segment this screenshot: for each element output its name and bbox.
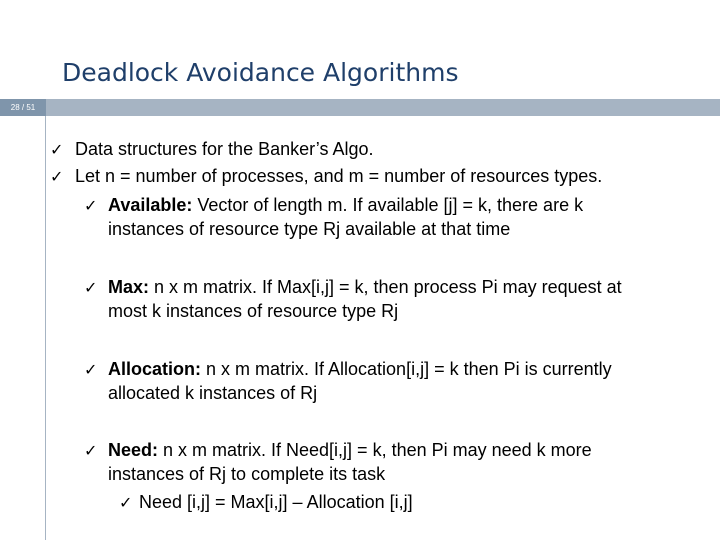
available-definition-line2: instances of resource type Rj available at that time <box>108 219 511 239</box>
checkmark-icon: ✓ <box>119 493 133 512</box>
checkmark-icon: ✓ <box>84 196 98 215</box>
checkmark-icon: ✓ <box>84 441 98 460</box>
bullet-let-n-m: Let n = number of processes, and m = number of resources types. <box>75 166 603 186</box>
allocation-definition-line2: allocated k instances of Rj <box>108 383 318 403</box>
need-label: Need: <box>108 440 159 460</box>
checkmark-icon: ✓ <box>50 140 64 159</box>
max-definition-line2: most k instances of resource type Rj <box>108 301 399 321</box>
page-number-badge: 28 / 51 <box>0 99 46 116</box>
checkmark-icon: ✓ <box>84 360 98 379</box>
checkmark-icon: ✓ <box>84 278 98 297</box>
max-label: Max: <box>108 277 150 297</box>
slide-title: Deadlock Avoidance Algorithms <box>62 58 459 87</box>
need-definition-line1 <box>108 439 592 462</box>
available-text: Vector of length m. If available [j] = k, there are k <box>192 195 584 215</box>
max-definition-line1 <box>108 276 622 299</box>
checkmark-icon: ✓ <box>50 167 64 186</box>
need-text: n x m matrix. If Need[i,j] = k, then Pi may need k more <box>158 440 592 460</box>
max-text: n x m matrix. If Max[i,j] = k, then process Pi may request at <box>149 277 622 297</box>
available-label: Available: <box>108 195 193 215</box>
need-formula: Need [i,j] = Max[i,j] – Allocation [i,j] <box>139 492 413 512</box>
bullet-data-structures: Data structures for the Banker’s Algo. <box>75 139 374 159</box>
need-definition-line2: instances of Rj to complete its task <box>108 464 386 484</box>
allocation-label: Allocation: <box>108 359 201 379</box>
allocation-text: n x m matrix. If Allocation[i,j] = k then Pi is currently <box>201 359 612 379</box>
available-definition-line1 <box>108 194 583 217</box>
allocation-definition-line1 <box>108 358 612 381</box>
